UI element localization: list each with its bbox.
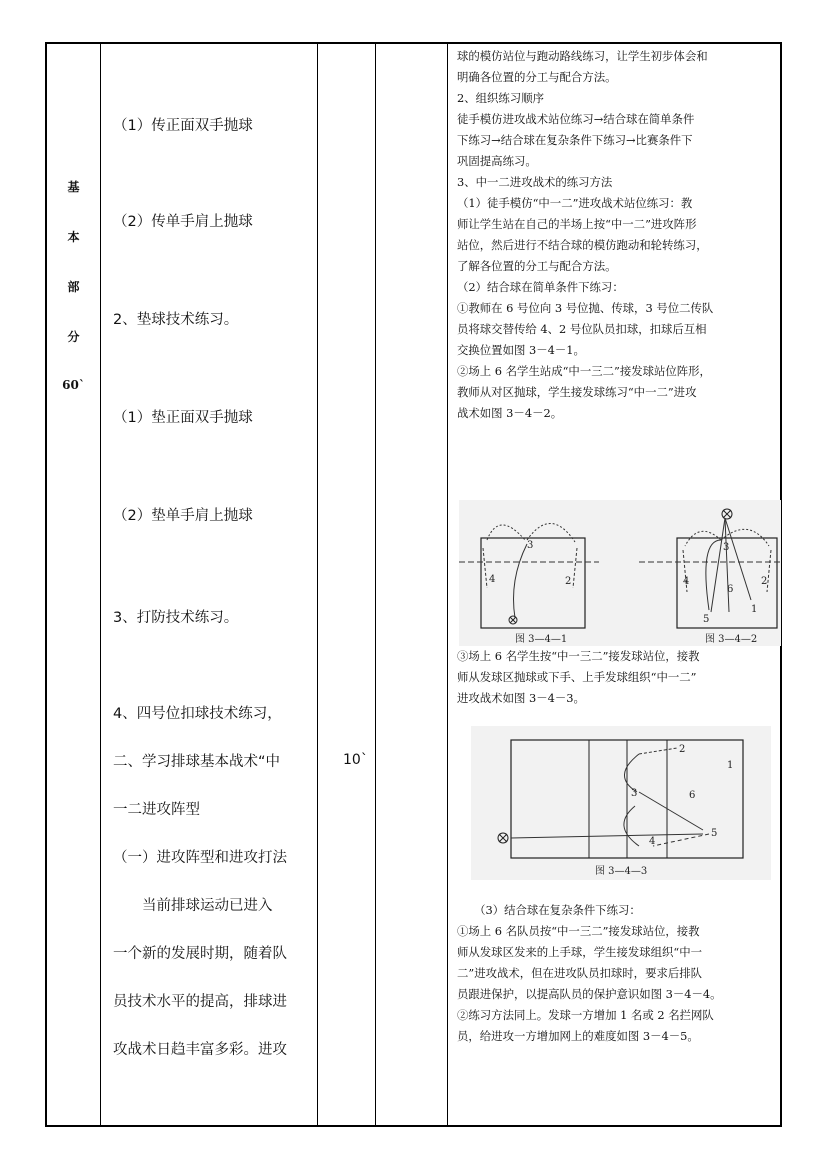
method-bottom [457, 900, 783, 1047]
content-line: 3、打防技术练习。 [113, 610, 239, 626]
diagram-3-4-3 [471, 726, 771, 880]
figure-3-4-3 [471, 726, 771, 880]
fig2-label: 4 [683, 576, 690, 587]
fig3-label: 3 [631, 788, 638, 799]
content-line: （2）传单手肩上抛球 [113, 214, 253, 230]
method-line: 球的模仿站位与跑动路线练习，让学生初步体会和 [457, 49, 708, 63]
content-line: （1）垫正面双手抛球 [113, 410, 253, 426]
method-line: ①教师在 6 号位向 3 号位抛、传球，3 号位二传队 [457, 301, 714, 315]
figure-3-4-1-and-3-4-2 [459, 500, 781, 646]
method-line: 进攻战术如图 3－4－3。 [457, 691, 585, 705]
fig2-label: 3 [723, 542, 730, 553]
fig2-label: 6 [727, 584, 734, 595]
fig1-label: 2 [565, 576, 572, 587]
method-line: 徒手模仿进攻战术站位练习→结合球在简单条件 [457, 112, 695, 126]
diagram-pair [459, 500, 781, 646]
time-allocation: 10` [343, 752, 368, 768]
content-line: 4、四号位扣球技术练习， [113, 706, 282, 722]
method-line: 站位，然后进行不结合球的模仿跑动和轮转练习， [457, 238, 708, 252]
method-top [457, 46, 783, 424]
column-divider [375, 44, 376, 1125]
content-line: 2、垫球技术练习。 [113, 312, 239, 328]
content-line: 当前排球运动已进入 [113, 898, 273, 914]
method-line: ③场上 6 名学生按“中一三二”接发球站位，接教 [457, 649, 700, 663]
fig2-label: 2 [761, 576, 768, 587]
method-line: ①场上 6 名队员按“中一三二”接发球站位，接教 [457, 924, 700, 938]
column-divider [447, 44, 448, 1125]
method-line: ②场上 6 名学生站成“中一三二”接发球站位阵形， [457, 364, 711, 378]
column-divider [100, 44, 101, 1125]
method-line: 员跟进保护，以提高队员的保护意识如图 3－4－4。 [457, 987, 722, 1001]
method-line: 师从发球区抛球或下手、上手发球组织“中一二” [457, 670, 697, 684]
method-line: 下练习→结合球在复杂条件下练习→比赛条件下 [457, 133, 693, 147]
section-char: 基 [67, 180, 80, 194]
fig3-label: 1 [727, 760, 734, 771]
fig3-label: 5 [711, 828, 718, 839]
method-line: （1）徒手模仿“中一二”进攻战术站位练习：教 [457, 196, 693, 210]
content-line: （1）传正面双手抛球 [113, 118, 253, 134]
method-line: 员将球交替传给 4、2 号位队员扣球，扣球后互相 [457, 322, 707, 336]
method-line: 战术如图 3－4－2。 [457, 406, 563, 420]
content-line: 攻战术日趋丰富多彩。进攻 [113, 1042, 287, 1058]
section-minutes: 60` [62, 378, 85, 392]
teaching-content [113, 44, 323, 1125]
fig2-label: 5 [703, 614, 710, 625]
section-char: 分 [67, 330, 80, 344]
method-line: 3、中一二进攻战术的练习方法 [457, 175, 613, 189]
fig3-label: 6 [689, 790, 696, 801]
section-char: 本 [67, 230, 80, 244]
content-line: 一个新的发展时期，随着队 [113, 946, 287, 962]
section-label [47, 44, 100, 1125]
method-line: 明确各位置的分工与配合方法。 [457, 70, 617, 84]
method-line: 师让学生站在自己的半场上按“中一二”进攻阵形 [457, 217, 697, 231]
fig1-label: 4 [489, 574, 496, 585]
lesson-plan-table [45, 42, 782, 1127]
content-line: 一二进攻阵型 [113, 802, 200, 818]
method-line: （3）结合球在复杂条件下练习： [457, 903, 641, 917]
fig2-label: 1 [751, 604, 758, 615]
method-line: （2）结合球在简单条件下练习： [457, 280, 624, 294]
content-line: （一）进攻阵型和进攻打法 [113, 850, 287, 866]
content-line: 二、学习排球基本战术“中 [113, 754, 281, 770]
fig3-label: 2 [679, 744, 686, 755]
section-char: 部 [67, 280, 80, 294]
fig1-caption: 图 3—4—1 [515, 634, 568, 645]
method-line: 教师从对区抛球，学生接发球练习“中一二”进攻 [457, 385, 697, 399]
method-line: 二”进攻战术，但在进攻队员扣球时，要求后排队 [457, 966, 703, 980]
method-line: 了解各位置的分工与配合方法。 [457, 259, 617, 273]
method-line: 交换位置如图 3－4－1。 [457, 343, 585, 357]
method-line: 巩固提高练习。 [457, 154, 537, 168]
method-line: 员，给进攻一方增加网上的难度如图 3－4－5。 [457, 1029, 699, 1043]
fig2-caption: 图 3—4—2 [705, 634, 758, 645]
fig3-caption: 图 3—4—3 [595, 866, 648, 877]
method-line: 师从发球区发来的上手球，学生接发球组织“中一 [457, 945, 703, 959]
method-line: ②练习方法同上。发球一方增加 1 名或 2 名拦网队 [457, 1008, 714, 1022]
content-line: 员技术水平的提高，排球进 [113, 994, 287, 1010]
method-mid [457, 646, 783, 709]
fig1-label: 3 [527, 540, 534, 551]
fig3-label: 4 [649, 836, 656, 847]
content-line: （2）垫单手肩上抛球 [113, 508, 253, 524]
method-line: 2、组织练习顺序 [457, 91, 544, 105]
